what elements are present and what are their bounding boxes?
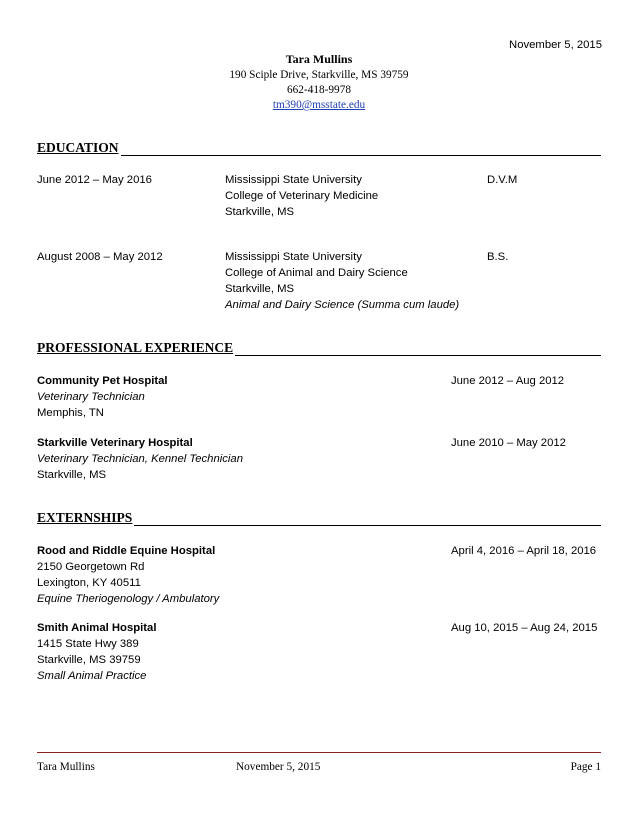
edu-2-dates: August 2008 – May 2012 [37,251,163,263]
ext-2-focus: Small Animal Practice [37,670,147,682]
ext-1-focus: Equine Theriogenology / Ambulatory [37,593,220,605]
externships-heading: EXTERNSHIPS [37,510,133,525]
edu-2-location: Starkville, MS [225,283,295,295]
footer-rule [37,752,601,753]
education-heading: EDUCATION [37,140,119,155]
footer-date: November 5, 2015 [236,761,321,773]
candidate-email-link[interactable]: tm390@msstate.edu [272,99,366,111]
exp-1-role: Veterinary Technician [37,391,145,403]
exp-1-location: Memphis, TN [37,407,104,419]
edu-2-school: Mississippi State University [225,251,362,263]
candidate-phone: 662-418-9978 [286,84,351,96]
exp-2-role: Veterinary Technician, Kennel Technician [37,453,243,465]
edu-1-dates: June 2012 – May 2016 [37,174,152,186]
document-date: November 5, 2015 [509,39,602,51]
exp-2-location: Starkville, MS [37,469,107,481]
edu-2-college: College of Animal and Dairy Science [225,267,408,279]
exp-1-dates: June 2012 – Aug 2012 [451,375,565,387]
candidate-name: Tara Mullins [285,52,353,66]
candidate-address: 190 Sciple Drive, Starkville, MS 39759 [229,69,409,81]
education-rule [37,155,601,156]
edu-1-degree: D.V.M [487,174,518,186]
edu-1-college: College of Veterinary Medicine [225,190,379,202]
exp-1-employer: Community Pet Hospital [37,375,168,387]
footer-page-number: Page 1 [570,761,601,773]
footer-name: Tara Mullins [37,761,95,773]
edu-2-honors: Animal and Dairy Science (Summa cum laude) [225,299,460,311]
edu-1-school: Mississippi State University [225,174,362,186]
ext-2-city: Starkville, MS 39759 [37,654,141,666]
exp-2-dates: June 2010 – May 2012 [451,437,566,449]
exp-2-employer: Starkville Veterinary Hospital [37,437,193,449]
ext-1-dates: April 4, 2016 – April 18, 2016 [451,545,597,557]
candidate-email-wrap [0,98,638,114]
ext-1-city: Lexington, KY 40511 [37,577,141,589]
ext-2-street: 1415 State Hwy 389 [37,638,139,650]
ext-1-street: 2150 Georgetown Rd [37,561,145,573]
edu-1-location: Starkville, MS [225,206,295,218]
ext-2-dates: Aug 10, 2015 – Aug 24, 2015 [451,622,598,634]
experience-heading: PROFESSIONAL EXPERIENCE [37,340,234,355]
ext-1-name: Rood and Riddle Equine Hospital [37,545,216,557]
ext-2-name: Smith Animal Hospital [37,622,157,634]
edu-2-degree: B.S. [487,251,509,263]
